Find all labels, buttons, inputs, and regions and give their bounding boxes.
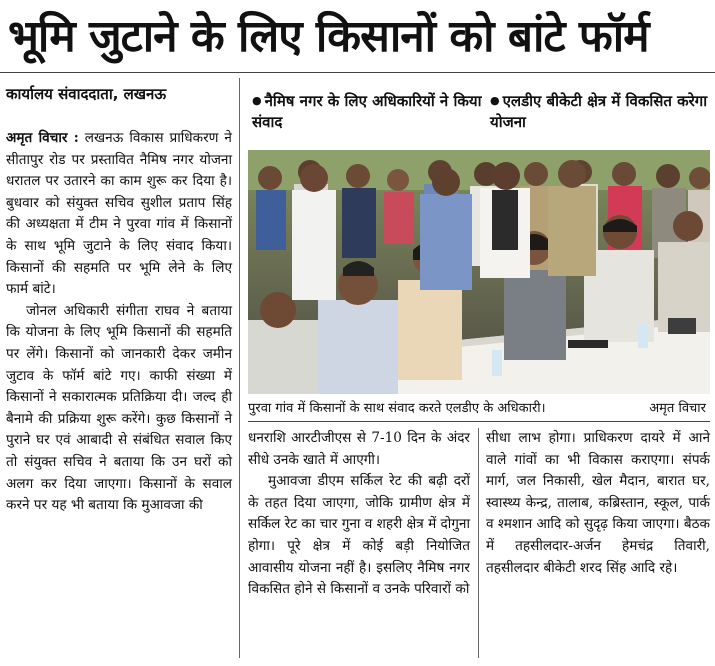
byline: कार्यालय संवाददाता, लखनऊ (6, 85, 167, 103)
headline-rule (0, 72, 715, 73)
kicker-2: ● एलडीए बीकेटी क्षेत्र में विकसित करेगा योजना (490, 92, 708, 131)
photo-credit: अमृत विचार (649, 401, 706, 416)
bullet-icon: ● (252, 94, 262, 107)
news-photo (248, 150, 710, 394)
lead-tag: अमृत विचार : (6, 130, 79, 146)
body-column-2: धनराशि आरटीजीएस से 7-10 दिन के अंदर सीधे उनके खाते में आएगी। मुआवजा डीएम सर्किल रेट की बढ़ी दरों के तहत दिया जाएगा, जोकि ग्रामीण क्षेत्र में सर्किल रेट का चार गुना व शहरी क्षेत्र में दोगुना होगा। पूरे क्षेत्र में कोई बड़ी नियोजित आवासीय योजना नहीं है। इसलिए नैमिष नगर विकसित होने से किसानों व उनके परिवारों को (248, 430, 470, 598)
caption-rule (248, 421, 710, 422)
body-column-1: अमृत विचार : लखनऊ विकास प्राधिकरण ने सीतापुर रोड पर प्रस्तावित नैमिष नगर योजना धरातल पर उतारने का काम शुरू कर दिया है। बुधवार को संयुक्त सचिव सुशील प्रताप सिंह की अध्यक्षता में टीम ने पुरवा गांव में किसानों के साथ भूमि जुटाने के लिए संवाद किया। किसानों की सहमति पर भूमि लेने के लिए फार्म बांटे। जोनल अधिकारी संगीता राघव ने बताया कि योजना के लिए भूमि किसानों की सहमति पर लेंगे। किसानों को जानकारी देकर जमीन जुटाव के फॉर्म बांटे गए। काफी संख्या में किसानों ने सकारात्मक प्रतिक्रिया दी। जल्द ही बैनामे की प्रक्रिया शुरू करेंगे। कुछ किसानों ने पुराने घर एवं आबादी से संबंधित सवाल किए तो संयुक्त सचिव ने बताया कि उन घरों को अलग कर दिया जाएगा। किसानों के सवाल करने पर यह भी बताया कि मुआवजा की (6, 130, 232, 514)
column-divider (478, 428, 479, 658)
photo-caption: पुरवा गांव में किसानों के साथ संवाद करते एलडीए के अधिकारी। अमृत विचार (248, 398, 710, 420)
body-column-3: सीधा लाभ होगा। प्राधिकरण दायरे में आने वाले गांवों का भी विकास कराएगा। संपर्क मार्ग, जल निकासी, खेल मैदान, बारात घर, स्वास्थ्य केन्द्र, तालाब, कब्रिस्तान, स्कूल, पार्क व श्मशान आदि को सुदृढ़ किया जाएगा। बैठक में तहसीलदार-अर्जन हेमचंद्र तिवारी, तहसीलदार बीकेटी शरद सिंह आदि रहे। (486, 430, 710, 576)
headline: भूमि जुटाने के लिए किसानों को बांटे फॉर्म (8, 11, 649, 62)
kicker-1: ● नैमिष नगर के लिए अधिकारियों ने किया संवाद (252, 92, 482, 131)
meeting-photo-icon (248, 150, 710, 394)
column-divider (239, 78, 240, 658)
bullet-icon: ● (490, 94, 500, 107)
